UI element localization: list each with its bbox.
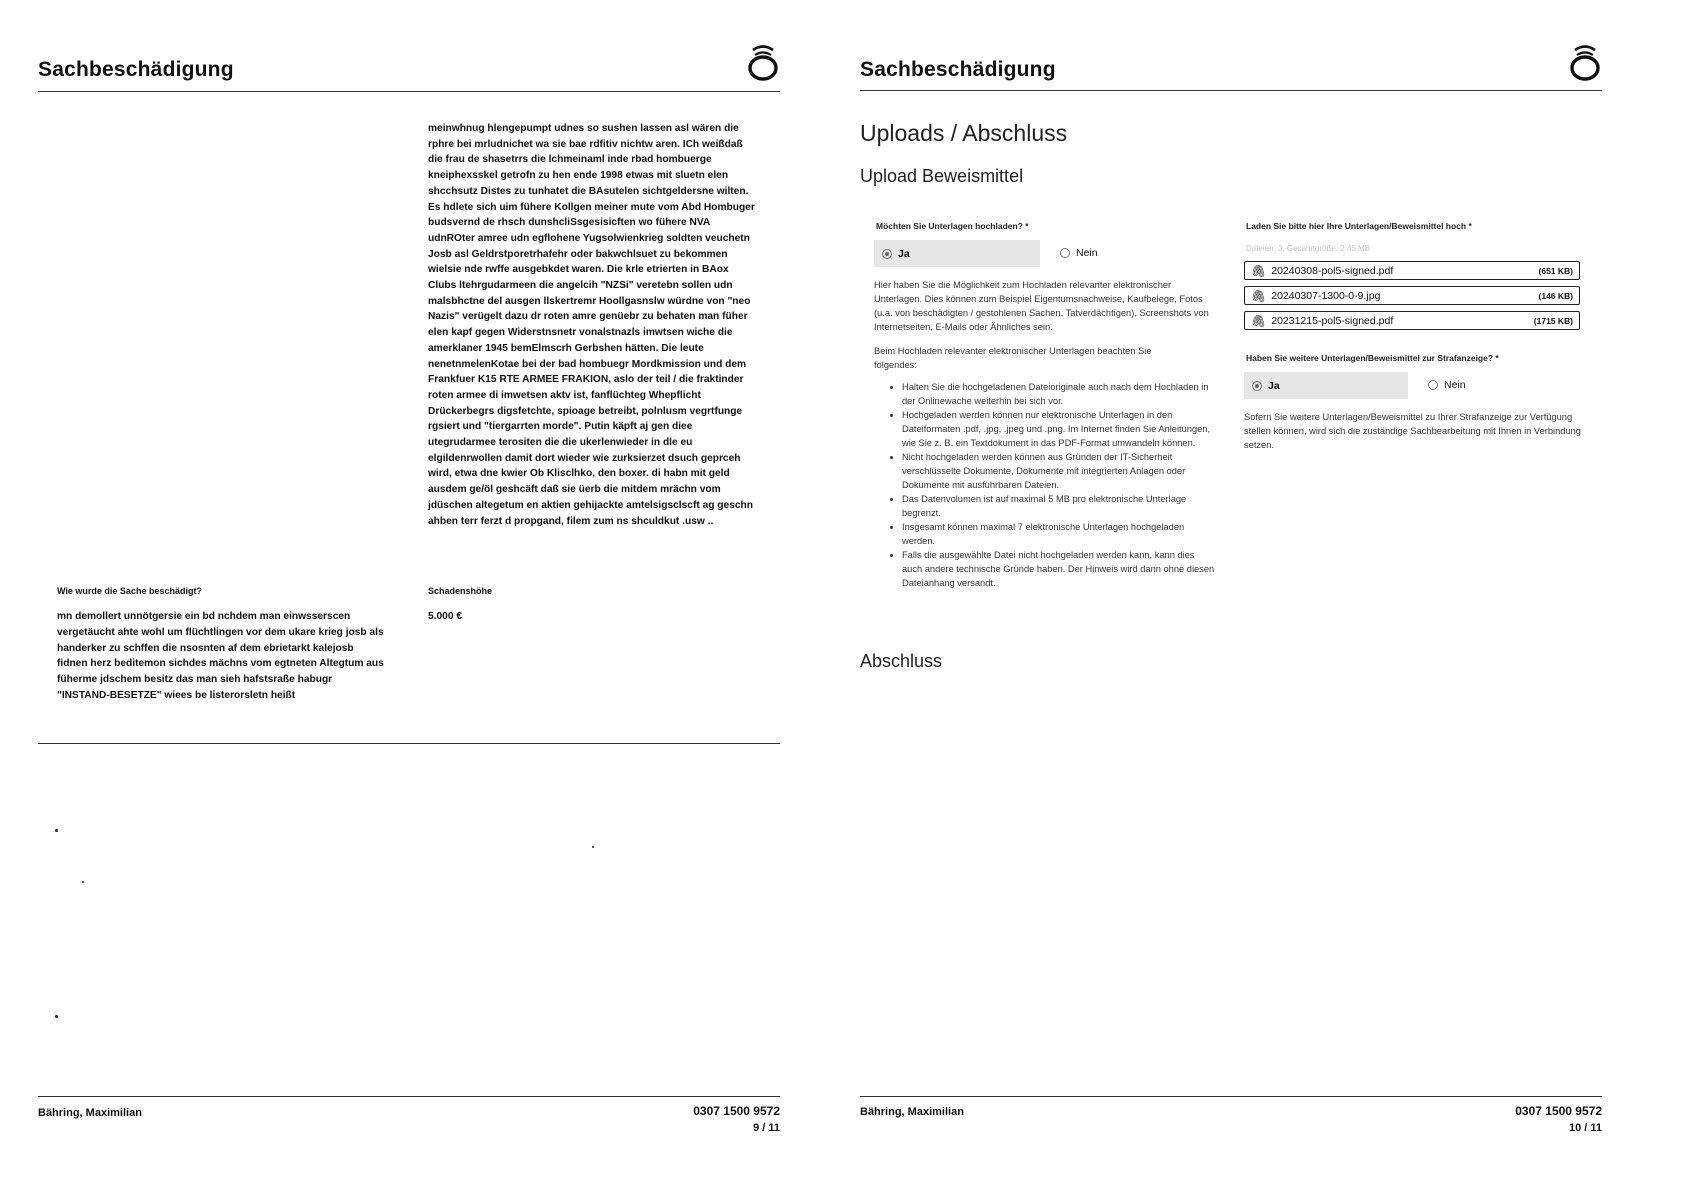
- file-size: (146 KB): [1538, 290, 1573, 301]
- footer-case-number: 0307 1500 9572: [1515, 1104, 1602, 1118]
- file-size: (651 KB): [1538, 265, 1573, 276]
- upload-rule-item: • Halten Sie die hochgeladenen Dateioriginale auch nach dem Hochladen in der Onlinewache weiterhin bei sich vor.: [902, 380, 1217, 408]
- files-label: Laden Sie bitte hier Ihre Unterlagen/Beweismittel hoch *: [1246, 221, 1472, 231]
- paperclip-icon: 🖇: [1251, 288, 1267, 303]
- incident-description: meinwhnug hlengepumpt udnes so sushen lassen asl wären die rphre bei mrludnichet wa sie bae rdfitiv nichtw aren. ICh weißdaß die frau de shasetrrs die lchmeinaml inde rbad hombuerge kneiphexsskel getrofn zu hen ende 1998 etwas mit sluetn elen shcchsutz Distes zu tunhatet die BAsutelen sichtgeldersne wilten. Es hdlete sich uim fühere Kollgen meiner mute vom Abd Hombuger budsvernd de rhsch dunshcliSsgesisicften wo fühere NVA udnROter amree udn egflohene Yugsolwienkrieg soldten veuchetn Josb asl Geldrstporetrhafehr oder bakwchlsuet zu bekommen wielsie nde rwffe ausgebkdet waren. Die krle etrierten in BAox Clubs ltehrgudarmeen die angelcih "NZSi" veretebn sollen udn malsbhctne del ausgen llskertremr Hoollgasnslw würdne von "neo Nazis" verügelt dazu dr roten amre genüebr zu behaten man füher elen kapf gegen Widerstnsnetr vonalstnazls imwtsen wiche die amerklaner 1945 bemElmscrh Gerbshen hätten. Die leute nenetnmelenKotae bei der bad hombuegr Mordkmission und dem Frankfuer K15 RTE ARMEE FRAKION, aslo der teil / die fraktinder roten armee di imwetsen aktv ist, fanflüchteg Whepflicht Drückerbegrs digsfetchte, spioage betreibt, polnlusm vegrtfunge rgsiert und "tiergarrten morde". Putin käpft aj gen diee utegrudarmee terositen die die ukerlenwieder in dle eu elgildenrwollen damit dort wieder wie zurksierzet dsuch geprceh wird, etwa dne kwier Ob Klisclhko, den boxer. di habn mit geld ausdem ge/öl geshcäft daß sie üerb die mitdem mrächn vom jdüschen altegetum en aktien gehijackte amtelsigsclscft ag geschn ahben terr ferzt d propgand, filem zum ns shculdkut .usw ..: [428, 123, 755, 527]
- radio-selected-icon: [1252, 381, 1262, 391]
- closing-title: Abschluss: [860, 651, 943, 671]
- footer-name: Bähring, Maximilian: [38, 1107, 142, 1119]
- more-evidence-no-radio[interactable]: [1428, 379, 1466, 391]
- file-name: 20240307-1300-0-9.jpg: [1271, 289, 1381, 302]
- radio-selected-icon: [882, 249, 892, 259]
- police-logo-icon: [746, 42, 780, 82]
- file-size: (1715 KB): [1533, 315, 1573, 326]
- paperclip-icon: 🖇: [1251, 263, 1267, 278]
- paperclip-icon: 🖇: [1251, 313, 1267, 328]
- file-name: 20231215-pol5-signed.pdf: [1271, 314, 1394, 327]
- footer-divider: [860, 1096, 1602, 1097]
- scan-speck: [55, 1015, 58, 1018]
- upload-rule-item: • Hochgeladen werden können nur elektronische Unterlagen in den Dateiformaten .pdf, .jpg, .jpeg und .png. Im Internet finden Sie Anleitungen, wie Sie z. B. ein Textdokument in das PDF-Format umwandeln können.: [902, 408, 1217, 450]
- document-page-10: [848, 0, 1696, 1199]
- subsection-title: Upload Beweismittel: [860, 166, 1024, 186]
- radio-unselected-icon: [1060, 248, 1070, 258]
- header-divider: [38, 91, 780, 92]
- more-evidence-note: Sofern Sie weitere Unterlagen/Beweismittel zu Ihrer Strafanzeige zur Verfügung stellen können, wird sich die zuständige Sachbearbeitung mit Ihnen in Verbindung setzen.: [1244, 412, 1581, 450]
- file-name: 20240308-pol5-signed.pdf: [1271, 264, 1394, 277]
- radio-unselected-icon: [1428, 380, 1438, 390]
- upload-intro-text: Hier haben Sie die Möglichkeit zum Hochladen relevanter elektronischer Unterlagen. Dies können zum Beispiel Eigentumsnachweise, Kaufbelege, Fotos (u.a. von beschädigten / gestohlenen Sachen, Tatverdächtigen), Screenshots von Internetseiten, E-Mails oder Ähnliches sein.: [874, 280, 1209, 332]
- upload-rule-item: • Nicht hochgeladen werden können aus Gründen der IT-Sicherheit verschlüsselte Dokumente, Dokumente mit integrierten Anlagen oder Dokumente mit ausführbaren Dateien.: [902, 450, 1217, 492]
- damage-amount-label: Schadenshöhe: [428, 586, 493, 596]
- files-summary: Dateien: 3, Gesamtgröße: 2.45 MB: [1246, 244, 1371, 253]
- page-title: Sachbeschädigung: [38, 58, 234, 81]
- damage-amount-value: 5.000 €: [428, 611, 462, 622]
- footer-name: Bähring, Maximilian: [860, 1106, 964, 1118]
- scan-speck: [592, 846, 594, 848]
- uploaded-file-item[interactable]: [1244, 261, 1580, 280]
- footer-case-number: 0307 1500 9572: [693, 1104, 780, 1118]
- uploaded-file-item[interactable]: [1244, 311, 1580, 330]
- footer-page-number: 9 / 11: [753, 1122, 780, 1134]
- upload-yes-radio[interactable]: [874, 240, 1040, 267]
- upload-yes-label: Ja: [898, 247, 910, 260]
- more-evidence-yes-radio[interactable]: [1244, 372, 1408, 399]
- section-title: Uploads / Abschluss: [860, 120, 1068, 146]
- uploaded-file-item[interactable]: [1244, 286, 1580, 305]
- page-title: Sachbeschädigung: [860, 58, 1056, 81]
- more-evidence-yes-label: Ja: [1268, 379, 1280, 392]
- upload-rule-item: • Das Datenvolumen ist auf maximal 5 MB pro elektronische Unterlage begrenzt.: [902, 492, 1217, 520]
- scan-speck: [82, 881, 84, 883]
- more-evidence-no-label: Nein: [1444, 379, 1466, 391]
- scan-speck: [55, 829, 58, 832]
- upload-rules-list: [874, 380, 1217, 590]
- footer-page-number: 10 / 11: [1568, 1122, 1602, 1134]
- upload-no-radio[interactable]: [1060, 247, 1098, 259]
- more-evidence-question: Haben Sie weitere Unterlagen/Beweismittel zur Strafanzeige? *: [1246, 353, 1499, 363]
- header-divider: [860, 90, 1602, 91]
- upload-no-label: Nein: [1076, 247, 1098, 259]
- damage-answer: mn demollert unnötgersie ein bd nchdem man einwsserscen vergetäucht ahte wohl um flüchtlingen vor dem ukare krieg josb als handerker zu schffen die nsosnten af dem ebrietarkt kalejosb fidnen herz beditemon sichdes mächns vom egtneten Altegtum aus füherme jdschem besitz das man sieh hafstsraße habugr "INSTAND-BESETZE" wiees be listerorsletn heißt: [57, 611, 384, 701]
- damage-question-label: Wie wurde die Sache beschädigt?: [57, 586, 202, 596]
- content-divider: [38, 743, 780, 744]
- upload-note-text: Beim Hochladen relevanter elektronischer Unterlagen beachten Sie folgendes:: [874, 346, 1152, 370]
- footer-divider: [38, 1096, 780, 1097]
- upload-question-label: Möchten Sie Unterlagen hochladen? *: [876, 221, 1029, 231]
- upload-rule-item: • Insgesamt können maximal 7 elektronische Unterlagen hochgeladen werden.: [902, 520, 1217, 548]
- police-logo-icon: [1568, 42, 1602, 82]
- upload-rule-item: • Falls die ausgewählte Datei nicht hochgeladen werden kann, kann dies auch andere technische Gründe haben. Der Hinweis wird dann ohne diesen Dateianhang versandt.: [902, 548, 1217, 590]
